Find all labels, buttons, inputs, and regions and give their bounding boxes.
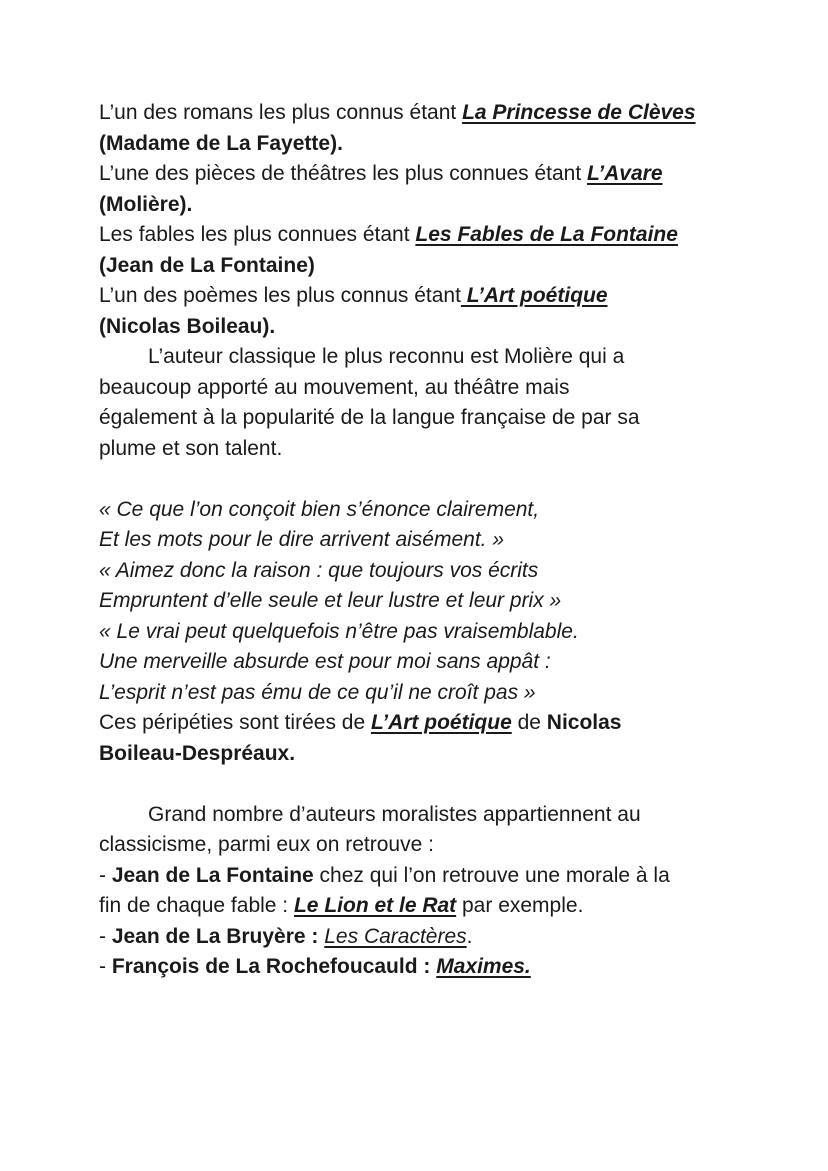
work-author: (Madame de La Fayette). bbox=[99, 131, 343, 155]
paragraph-line: également à la popularité de la langue française de par sa bbox=[99, 406, 640, 429]
work-author: (Jean de La Fontaine) bbox=[99, 253, 315, 277]
quote-line: « Aimez donc la raison : que toujours vos écrits bbox=[99, 558, 539, 582]
author-description: fin de chaque fable : bbox=[99, 894, 294, 917]
paragraph-line: plume et son talent. bbox=[99, 436, 283, 460]
list-dash: - bbox=[99, 924, 112, 948]
work-intro: L’une des pièces de théâtres les plus connues étant bbox=[99, 162, 588, 185]
source-author-continued: Boileau-Despréaux. bbox=[99, 741, 296, 765]
work-title: Les Caractères bbox=[324, 924, 467, 948]
moralist-item-bruyere bbox=[99, 922, 748, 953]
moralists-intro: Grand nombre d’auteurs moralistes appartiennent au bbox=[148, 802, 641, 826]
list-dash: - bbox=[99, 863, 112, 887]
author-name: François de La Rochefoucauld : bbox=[111, 955, 437, 978]
quote-line: Empruntent d’elle seule et leur lustre et leur prix » bbox=[99, 589, 562, 612]
work-title: La Princesse de Clèves bbox=[462, 101, 696, 124]
moralist-item-fontaine-continued bbox=[99, 891, 748, 922]
work-title: Le Lion et le Rat bbox=[293, 894, 457, 917]
work-author: (Nicolas Boileau). bbox=[99, 314, 276, 338]
source-prefix: Ces péripéties sont tirées de bbox=[99, 711, 371, 734]
moralist-item-rochefoucauld bbox=[99, 952, 748, 983]
blank-line bbox=[99, 769, 748, 800]
moralist-item-fontaine bbox=[99, 861, 748, 892]
author-description: chez qui l’on retrouve une morale à la bbox=[313, 863, 670, 887]
source-line bbox=[99, 708, 748, 739]
quote-line: Et les mots pour le dire arrivent aisément. » bbox=[99, 528, 505, 551]
quote-line: Une merveille absurde est pour moi sans appât : bbox=[99, 650, 551, 673]
author-name: Jean de La Bruyère : bbox=[111, 924, 325, 948]
work-title: Les Fables de La Fontaine bbox=[415, 223, 678, 246]
trailing-text: . bbox=[466, 924, 473, 948]
work-title: Maximes. bbox=[436, 955, 531, 978]
work-line bbox=[99, 159, 748, 190]
work-title: L’Avare bbox=[587, 162, 663, 185]
work-intro: L’un des poèmes les plus connus étant bbox=[99, 284, 461, 307]
work-intro: Les fables les plus connues étant bbox=[99, 223, 416, 246]
trailing-text: par exemple. bbox=[456, 894, 584, 917]
work-intro: L’un des romans les plus connus étant bbox=[99, 101, 463, 124]
paragraph-line: beaucoup apporté au mouvement, au théâtre mais bbox=[99, 375, 570, 399]
blank-line bbox=[99, 464, 748, 495]
author-name: Jean de La Fontaine bbox=[111, 863, 314, 887]
quote-line: L’esprit n’est pas ému de ce qu’il ne croît pas » bbox=[99, 680, 536, 704]
source-author: Nicolas bbox=[546, 711, 622, 734]
list-dash: - bbox=[99, 955, 112, 978]
work-line bbox=[99, 220, 748, 251]
work-line bbox=[99, 98, 748, 129]
quote-line: « Le vrai peut quelquefois n’être pas vraisemblable. bbox=[99, 619, 579, 643]
source-title: L’Art poétique bbox=[370, 711, 512, 734]
paragraph-line: L’auteur classique le plus reconnu est Molière qui a bbox=[148, 345, 625, 368]
moralists-intro: classicisme, parmi eux on retrouve : bbox=[99, 833, 434, 856]
work-line bbox=[99, 281, 748, 312]
quote-line: « Ce que l’on conçoit bien s’énonce clairement, bbox=[99, 497, 540, 521]
work-title: L’Art poétique bbox=[460, 284, 608, 307]
source-middle: de bbox=[511, 711, 547, 734]
work-author: (Molière). bbox=[99, 192, 193, 216]
